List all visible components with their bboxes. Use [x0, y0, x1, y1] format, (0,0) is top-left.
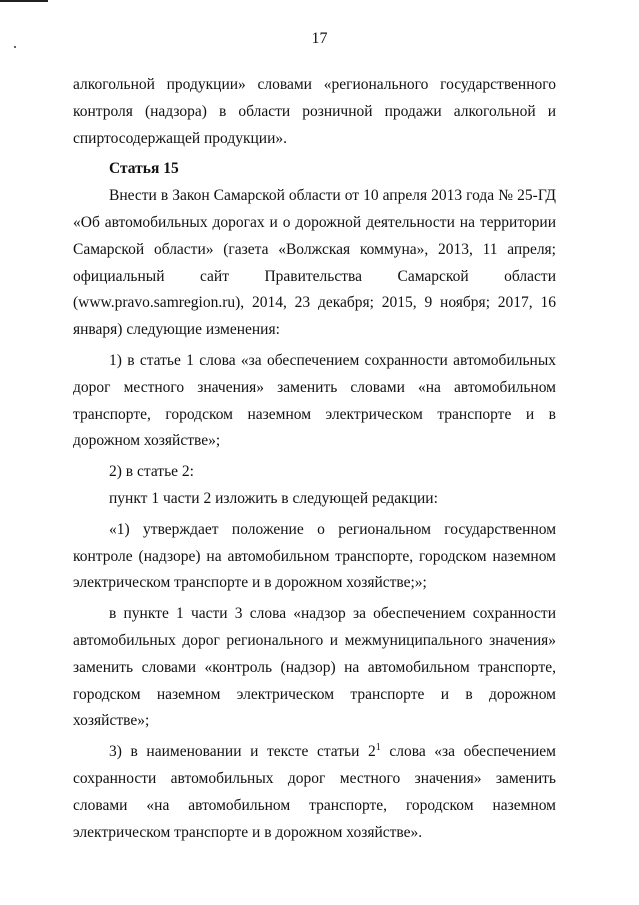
item-3-text-end: слова «за обеспечением сохранности автомобильных дорог местного значения» заменить словами «на автомобильном транспорте, городском наземном электрическом транспорте и в дорожном хозяйстве».	[73, 743, 556, 841]
document-body	[73, 72, 556, 846]
paragraph-item-2-part-3: в пункте 1 части 3 слова «надзор за обеспечением сохранности автомобильных дорог регионального и межмуниципального значения» заменить словами «контроль (надзор) на автомобильном транспорте, городском наземном электрическом транспорте и в дорожном хозяйстве»;	[73, 605, 556, 730]
paragraph-item-1: 1) в статье 1 слова «за обеспечением сохранности автомобильных дорог местного значения» заменить словами «на автомобильном транспорте, городском наземном электрическом транспорте и в дорожном хозяйстве»;	[73, 351, 556, 450]
paragraph-item-3	[73, 739, 556, 846]
paragraph-item-2-quote: «1) утверждает положение о региональном государственном контроле (надзоре) на автомобильном транспорте, городском наземном электрическом транспорте и в дорожном хозяйстве;»;	[73, 520, 556, 592]
article-superscript: 1	[375, 742, 381, 754]
paragraph-item-2-intro: пункт 1 части 2 изложить в следующей редакции:	[109, 489, 438, 507]
paragraph-continuation: алкогольной продукции» словами «регионального государственного контроля (надзора) в области розничной продажи алкогольной и спиртосодержащей продукции».	[73, 76, 556, 147]
page-number: 17	[311, 30, 328, 47]
paragraph-item-2: 2) в статье 2:	[109, 463, 194, 481]
article-heading: Статья 15	[109, 160, 179, 178]
scan-corner-mark	[0, 0, 48, 2]
paragraph-article-intro: Внести в Закон Самарской области от 10 апреля 2013 года № 25-ГД «Об автомобильных дорогах и о дорожной деятельности на территории Самарской области» (газета «Волжская коммуна», 2013, 11 апреля; официальный сайт Правительства Самарской области (www.pravo.samregion.ru), 2014, 23 декабря; 2015, 9 ноября; 2017, 16 января) следующие изменения:	[73, 187, 556, 339]
item-3-text-start: 3) в наименовании и тексте статьи 2	[109, 743, 376, 761]
